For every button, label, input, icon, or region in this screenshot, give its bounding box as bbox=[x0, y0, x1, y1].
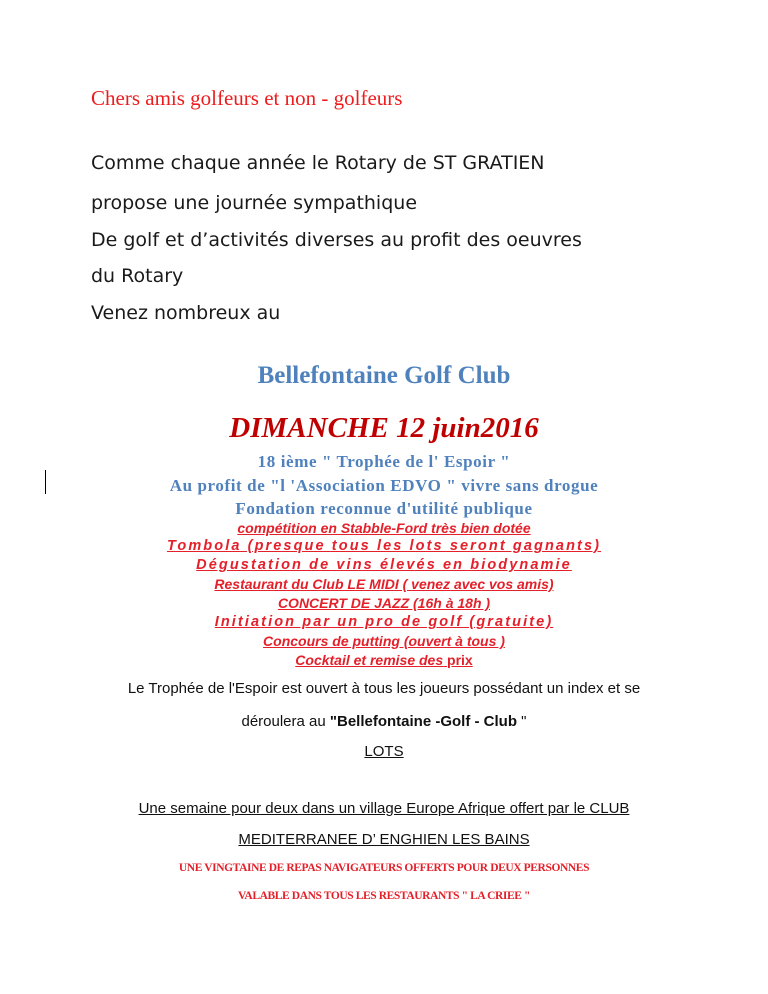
activity-item: Dégustation de vins élevés en biodynamie bbox=[196, 557, 572, 573]
open-info-line: Le Trophée de l'Espoir est ouvert à tous les joueurs possédant un index et se bbox=[127, 680, 641, 697]
prize-line: UNE VINGTAINE DE REPAS NAVIGATEURS OFFERTS POUR DEUX PERSONNES bbox=[178, 862, 590, 874]
intro-line: Comme chaque année le Rotary de ST GRATIEN bbox=[91, 152, 545, 174]
beneficiary-line: Au profit de "l 'Association EDVO " vivre sans drogue bbox=[169, 476, 599, 495]
intro-line: propose une journée sympathique bbox=[91, 192, 418, 214]
prize-line: VALABLE DANS TOUS LES RESTAURANTS " LA CRIEE " bbox=[238, 890, 530, 902]
prize-line: Une semaine pour deux dans un village Europe Afrique offert par le CLUB bbox=[138, 800, 630, 817]
club-name-heading: Bellefontaine Golf Club bbox=[257, 362, 511, 389]
activity-item: CONCERT DE JAZZ (16h à 18h ) bbox=[277, 595, 491, 611]
activity-item: Concours de putting (ouvert à tous ) bbox=[263, 633, 505, 649]
foundation-line: Fondation reconnue d'utilité publique bbox=[235, 499, 533, 518]
activity-text-end: prix bbox=[447, 652, 473, 668]
activity-item: Initiation par un pro de golf (gratuite) bbox=[214, 614, 554, 630]
venue-prefix: déroulera au bbox=[241, 713, 330, 730]
activity-text: Cocktail et remise des bbox=[295, 652, 444, 668]
venue-name: "Bellefontaine -Golf - Club bbox=[329, 713, 517, 730]
prizes-heading: LOTS bbox=[364, 743, 404, 760]
event-date-heading: DIMANCHE 12 juin2016 bbox=[229, 412, 539, 444]
intro-line: De golf et d’activités diverses au profit des oeuvres bbox=[91, 229, 582, 251]
venue-suffix: " bbox=[517, 713, 527, 730]
activity-item: Restaurant du Club LE MIDI ( venez avec vos amis) bbox=[214, 576, 554, 592]
activity-item: compétition en Stabble-Ford très bien dotée bbox=[237, 520, 531, 536]
venue-line bbox=[0, 713, 768, 730]
activity-item: Tombola (presque tous les lots seront gagnants) bbox=[166, 538, 602, 554]
prize-line: MEDITERRANEE D’ ENGHIEN LES BAINS bbox=[238, 831, 530, 848]
activity-item bbox=[0, 652, 768, 668]
salutation: Chers amis golfeurs et non - golfeurs bbox=[91, 86, 403, 110]
trophy-edition: 18 ième " Trophée de l' Espoir " bbox=[257, 452, 511, 471]
intro-line: Venez nombreux au bbox=[91, 302, 281, 324]
intro-line: du Rotary bbox=[91, 265, 184, 287]
